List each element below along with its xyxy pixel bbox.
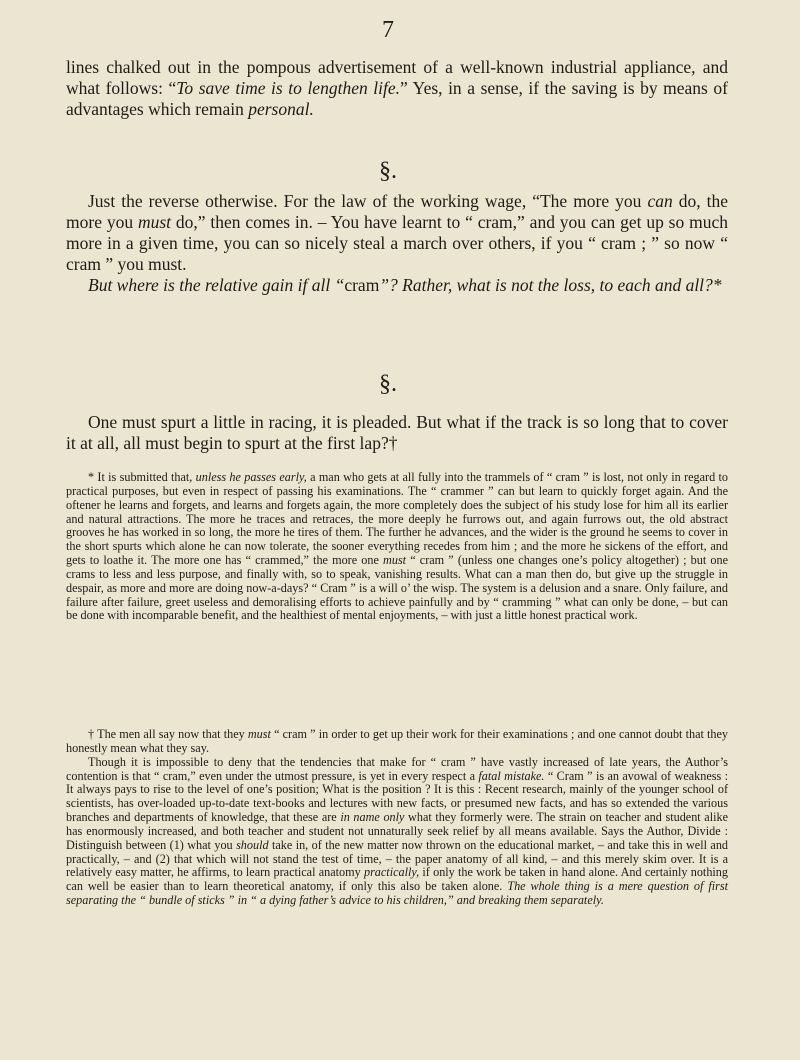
footnote-1-text-c: a man who gets at all fully into the trammels of “ cram ” is lost, not only in regard to practical purposes, but even in respect of passing his examinations. The “ crammer ” can but learn to quickly forget again. And the oftener he learns and forgets, and learns and forgets again, the more completely does the subject of his study lose for him all its earlier and natural attractions. The more he traces and retraces, the more deeply he furrows out, and again furrows out, the old abstract grooves he has worked in so long, the more he tires of them. The further he advances, and the wider is the ground he seems to cover in the short spurts which alone he can now tolerate, the sooner everything recedes from him ; and the more he sickens of the effort, and gets to loathe it. The more one has “ crammed,” the more one bbox=[66, 470, 728, 568]
footnote-2-p2-fatal-mistake: fatal mistake. bbox=[478, 768, 545, 783]
footnote-2-p2-text-g: take in, of the new matter now thrown on the educational market, – and take this in well and practically, – and (2) that which will not stand the test of time, – the paper anatomy of all kind, – and this merely skim over. It is a relatively easy matter, he affirms, to learn practical anatomy bbox=[66, 837, 729, 880]
paragraph-1-emphasis: personal. bbox=[248, 99, 314, 119]
footnote-2-p2-practically: practically, bbox=[363, 865, 420, 880]
paragraph-2-text-c: do, the more you bbox=[66, 191, 728, 232]
footnote-2 bbox=[66, 728, 728, 908]
section-2-body bbox=[66, 412, 728, 454]
section-mark-1: §. bbox=[379, 158, 397, 184]
footnote-2-p2-in-name-only: in name only bbox=[340, 810, 405, 825]
paragraph-4: One must spurt a little in racing, it is pleaded. But what if the track is so long that to cover it at all, all must begin to spurt at the first lap?† bbox=[66, 412, 728, 453]
footnote-2-p2-text-a: Though it is impossible to deny that the tendencies that make for “ cram ” have vastly increased of late years, the Author’s contention is that “ cram,” even under the utmost pressure, is yet in every respect a bbox=[66, 754, 728, 783]
paragraph-2-text-a: Just the reverse otherwise. For the law of the working wage, “The more you bbox=[88, 191, 648, 211]
paragraph-continued bbox=[66, 57, 728, 120]
paragraph-3-text-a: But where is the relative gain if all “ bbox=[88, 275, 345, 295]
footnote-2-p2-text-e: what they formerly were. The strain on teacher and student alike has enormously increased, and both teacher and student not unnaturally seek relief by all means available. Says the Author, Divide : Distinguish between (1) what you bbox=[66, 810, 728, 852]
page-number: 7 bbox=[382, 17, 394, 43]
footnote-2-p2-text-i: if only the work be taken in hand alone. And certainly nothing can well be easier than to learn theoretical anatomy, if only this also be taken alone. bbox=[66, 865, 728, 894]
footnote-1-text-a: * It is submitted that, bbox=[88, 470, 196, 484]
footnote-2-p1-must: must bbox=[247, 727, 271, 741]
paragraph-3-cram: cram bbox=[344, 275, 380, 295]
paragraph-2 bbox=[66, 191, 728, 275]
footnote-1-text-e: “ cram ” (unless one changes one’s policy altogether) ; but one crams to less and less purpose, and finally with, so to speak, vanishing results. What can a man then do, but give up the struggle in despair, as more and more are doing now-a-days? “ Cram ” is a will o’ the wisp. The system is a delusion and a snare. Only failure, and failure after failure, greet useless and demoralising efforts to achieve painfully and by “ cramming ” what can only be done, – but can be done with incomparable benefit, and the healthiest of mental enjoyments, – with just a little honest practical work. bbox=[66, 553, 728, 623]
footnote-2-p2-should: should bbox=[236, 837, 269, 852]
paragraph-2-can: can bbox=[647, 191, 673, 211]
paragraph-2-must: must bbox=[137, 212, 171, 232]
section-mark-2: §. bbox=[379, 371, 397, 397]
footnote-2-paragraph-1 bbox=[66, 728, 728, 756]
paragraph-1-text-a: lines chalked out in the pompous advertisement of a well-known industrial appliance, and what follows: “ bbox=[66, 57, 728, 98]
paragraph-2-text-e: do,” then comes in. – You have learnt to “ cram,” and you can get up so much more in a given time, you can so nicely steal a march over others, if you “ cram ; ” so now “ cram ” you must. bbox=[66, 212, 728, 274]
paragraph-3-text-c: ”? Rather, what is not the loss, to each and all?* bbox=[379, 275, 722, 295]
paragraph-1-quote: To save time is to lengthen life. bbox=[176, 78, 400, 98]
footnote-1-must: must bbox=[383, 553, 407, 568]
paragraph-3 bbox=[66, 275, 728, 296]
footnote-2-p1-text-a: † The men all say now that they bbox=[88, 727, 248, 741]
paragraph-1-text-c: ” Yes, in a sense, if the saving is by means of advantages which remain bbox=[66, 78, 728, 119]
footnote-2-p2-conclusion: The whole thing is a mere question of first separating the “ bundle of sticks ” in “ a dying father’s advice to his children,” and breaking them separately. bbox=[66, 879, 728, 908]
footnote-2-paragraph-2 bbox=[66, 756, 728, 908]
footnote-2-p1-text-c: “ cram ” in order to get up their work for their examinations ; and one cannot doubt that they honestly mean what they say. bbox=[66, 727, 729, 755]
footnote-1-emphasis: unless he passes early, bbox=[195, 470, 307, 484]
section-1-body bbox=[66, 191, 728, 296]
footnote-1 bbox=[66, 471, 728, 623]
footnote-2-p2-text-c: “ Cram ” is an avowal of weakness : It always pays to rise to the level of one’s position; What is the position ? It is this : Recent research, mainly of the younger school of scientists, has over-loaded up-to-date text-books and lectures with new facts, or presumed new facts, and has so extended the various branches and departments of knowledge, that these are bbox=[66, 768, 729, 825]
